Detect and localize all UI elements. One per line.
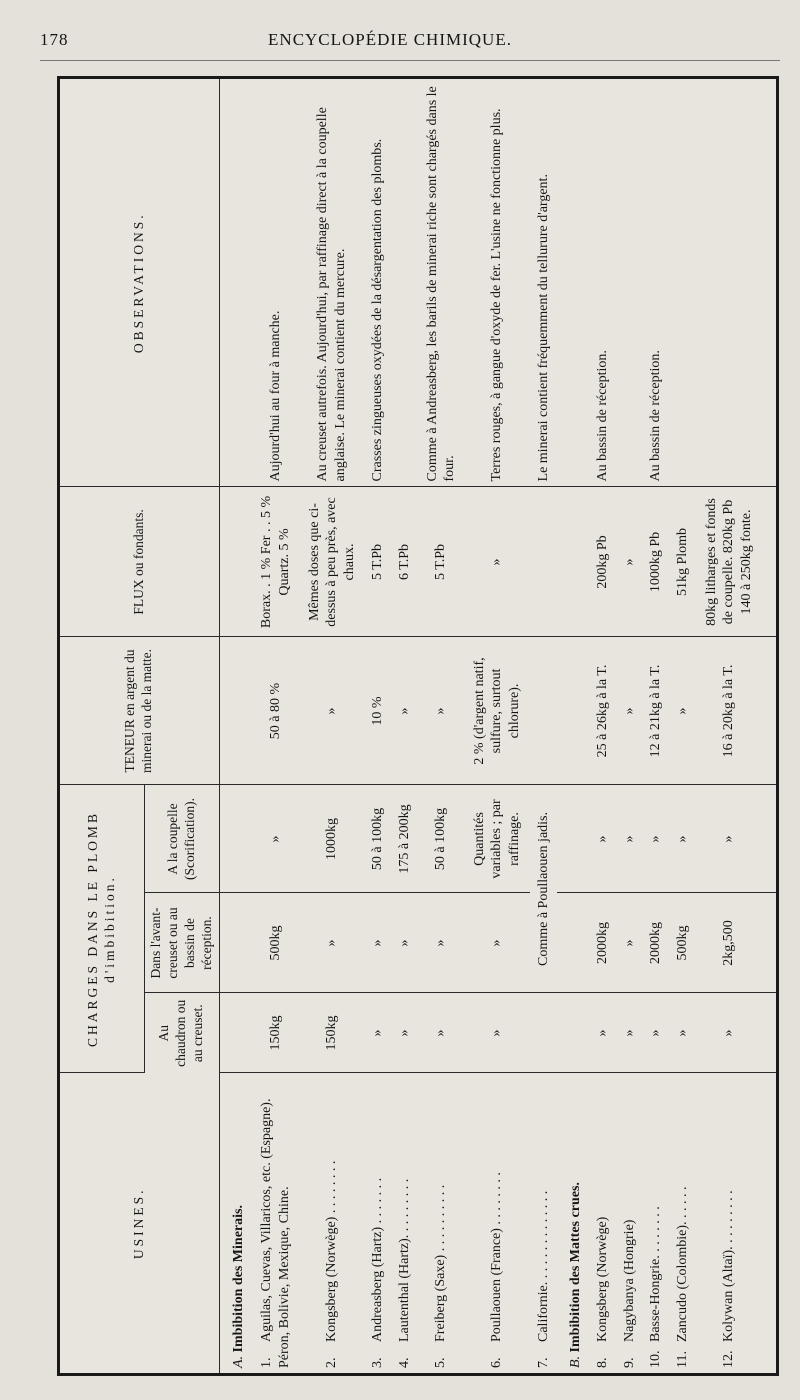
table-row	[391, 79, 418, 1373]
row-usine: Poullaouen (France) . . . . . . . .	[489, 1172, 505, 1342]
row-chaudron: »	[391, 993, 418, 1073]
row-avant: 2000kg	[590, 893, 617, 993]
row-coupelle: 1000kg	[299, 785, 365, 893]
header-usines: USINES.	[60, 1073, 219, 1373]
section-a-cell	[219, 1073, 253, 1373]
row-number: 7.	[535, 1357, 551, 1368]
row-coupelle: 50 à 100kg	[418, 785, 464, 893]
row-flux: »	[464, 487, 530, 637]
row-number: 5.	[433, 1357, 449, 1368]
row-number: 12.	[721, 1350, 737, 1368]
row-teneur: »	[391, 637, 418, 785]
row-usine: Zancudo (Colombie). . . . . .	[674, 1186, 690, 1342]
header-observations: OBSERVATIONS.	[60, 79, 219, 487]
rotated-table-wrapper	[60, 79, 776, 1373]
data-table	[60, 79, 776, 1373]
row-coupelle: »	[590, 785, 617, 893]
row-observations	[669, 79, 696, 487]
row-flux: 80kg litharges et fonds de coupelle. 820kg Pb 140 à 250kg fonte.	[696, 487, 762, 637]
row-number: 10.	[648, 1350, 664, 1368]
row-usine: Aguilas, Cuevas, Villaricos, etc. (Espagne). Péron, Bolivie, Mexique, Chine.	[259, 1098, 292, 1368]
row-teneur: »	[299, 637, 365, 785]
row-usine: Kongsberg (Norwège)	[595, 1216, 611, 1342]
row-observations: Aujourd'hui au four à manche.	[253, 79, 299, 487]
row-avant: »	[616, 893, 643, 993]
row-teneur: 10 %	[365, 637, 392, 785]
row-number: 6.	[489, 1357, 505, 1368]
row-teneur: »	[616, 637, 643, 785]
row-avant: 2kg,500	[696, 893, 762, 993]
header-charges-avant: Dans l'avant-creuset ou au bassin de réception.	[145, 893, 220, 993]
table-row	[616, 79, 643, 1373]
table-row	[365, 79, 392, 1373]
row-coupelle: 50 à 100kg	[365, 785, 392, 893]
row-usine: Basse-Hongrie. . . . . . . .	[648, 1206, 664, 1342]
row-avant: »	[464, 893, 530, 993]
row-avant: »	[365, 893, 392, 993]
row-observations	[391, 79, 418, 487]
row-teneur: »	[669, 637, 696, 785]
row-coupelle: »	[616, 785, 643, 893]
row-flux: »	[616, 487, 643, 637]
table-row	[590, 79, 617, 1373]
row-observations: Le minerai contient fréquemment du tellurure d'argent.	[530, 79, 557, 487]
section-a-letter: A.	[230, 1355, 246, 1368]
row-coupelle: Quantités variables ; par raffinage.	[464, 785, 530, 893]
row-chaudron: »	[418, 993, 464, 1073]
head-rule	[40, 60, 780, 61]
spacer-row	[762, 79, 776, 1373]
row-usine: Freiberg (Saxe) . . . . . . . . . .	[433, 1184, 449, 1342]
row-chaudron	[530, 993, 557, 1073]
row-teneur: 12 à 21kg à la T.	[643, 637, 670, 785]
table-row	[643, 79, 670, 1373]
row-number: 3.	[370, 1357, 386, 1368]
row-flux: 6 T.Pb	[391, 487, 418, 637]
row-chaudron: »	[643, 993, 670, 1073]
row-avant: »	[391, 893, 418, 993]
row-observations: Comme à Andreasberg, les barils de minerai riche sont chargés dans le four.	[418, 79, 464, 487]
section-b-letter: B.	[568, 1355, 583, 1368]
header-charges-coupelle: A la coupelle (Scorification).	[145, 785, 220, 893]
row-teneur: »	[418, 637, 464, 785]
section-row	[219, 79, 253, 1373]
row-flux: 51kg Plomb	[669, 487, 696, 637]
row-flux: 5 T.Pb	[418, 487, 464, 637]
row-avant: Comme à Poullaouen jadis.	[530, 785, 557, 993]
row-chaudron: »	[590, 993, 617, 1073]
row-teneur: 25 à 26kg à la T.	[590, 637, 617, 785]
row-chaudron: 150kg	[299, 993, 365, 1073]
row-observations	[616, 79, 643, 487]
row-usine: Kolywan (Altaï). . . . . . . . .	[721, 1190, 737, 1342]
running-title: ENCYCLOPÉDIE CHIMIQUE.	[268, 30, 512, 49]
row-teneur: 16 à 20kg à la T.	[696, 637, 762, 785]
row-avant: 500kg	[669, 893, 696, 993]
section-a-label: Imbibition des Minerais.	[230, 1205, 246, 1353]
table-row	[696, 79, 762, 1373]
row-flux: Mêmes doses que ci-dessus à peu près, avec chaux.	[299, 487, 365, 637]
row-flux: Borax. . 1 % Fer . . 5 % Quartz. 5 %	[253, 487, 299, 637]
row-chaudron: »	[696, 993, 762, 1073]
section-row	[557, 79, 590, 1373]
row-number: 1.	[259, 1357, 275, 1368]
row-number: 2.	[324, 1357, 340, 1368]
row-number: 11.	[674, 1351, 690, 1368]
row-avant: 2000kg	[643, 893, 670, 993]
table-row	[530, 79, 557, 1373]
row-chaudron: »	[464, 993, 530, 1073]
row-coupelle: 175 à 200kg	[391, 785, 418, 893]
row-coupelle: »	[253, 785, 299, 893]
table-row	[464, 79, 530, 1373]
table-row	[669, 79, 696, 1373]
row-flux: 200kg Pb	[590, 487, 617, 637]
running-head	[40, 30, 740, 56]
table-row	[253, 79, 299, 1373]
row-avant: »	[418, 893, 464, 993]
row-usine: Andreasberg (Hartz) . . . . . . .	[370, 1177, 386, 1342]
row-observations: Au creuset autrefois. Aujourd'hui, par raffinage direct à la coupelle anglaise. Le minerai contient du mercure.	[299, 79, 365, 487]
row-flux	[530, 487, 557, 637]
row-observations	[696, 79, 762, 487]
row-coupelle: »	[643, 785, 670, 893]
table-row	[299, 79, 365, 1373]
header-charges-chaudron: Au chaudron ou au creuset.	[145, 993, 220, 1073]
row-flux: 1000kg Pb	[643, 487, 670, 637]
row-teneur: 50 à 80 %	[253, 637, 299, 785]
header-flux: FLUX ou fondants.	[60, 487, 219, 637]
row-avant: 500kg	[253, 893, 299, 993]
row-teneur	[530, 637, 557, 785]
row-coupelle: »	[669, 785, 696, 893]
section-b-cell	[557, 1073, 590, 1373]
row-usine: Lautenthal (Hartz). . . . . . . . .	[396, 1178, 412, 1342]
row-usine: Californie. . . . . . . . . . . . . .	[535, 1190, 551, 1342]
header-charges: CHARGES DANS LE PLOMB d'imbibition.	[60, 785, 145, 1073]
row-teneur: 2 % (d'argent natif, sulfure, surtout chlorure).	[464, 637, 530, 785]
row-chaudron: »	[616, 993, 643, 1073]
row-number: 8.	[595, 1357, 611, 1368]
row-observations: Terres rouges, à gangue d'oxyde de fer. L'usine ne fonctionne plus.	[464, 79, 530, 487]
row-coupelle: »	[696, 785, 762, 893]
row-chaudron: »	[669, 993, 696, 1073]
row-usine: Nagybanya (Hongrie)	[621, 1219, 637, 1342]
row-observations: Au bassin de réception.	[643, 79, 670, 487]
row-usine: Kongsberg (Norwège) . . . . . . . .	[324, 1160, 340, 1342]
row-number: 4.	[396, 1357, 412, 1368]
row-observations: Au bassin de réception.	[590, 79, 617, 487]
row-chaudron: »	[365, 993, 392, 1073]
row-number: 9.	[621, 1357, 637, 1368]
table-row	[418, 79, 464, 1373]
page-number: 178	[40, 30, 69, 49]
row-avant: »	[299, 893, 365, 993]
row-chaudron: 150kg	[253, 993, 299, 1073]
section-b-label: Imbibition des Mattes crues.	[568, 1182, 583, 1353]
table-frame	[57, 76, 779, 1376]
row-flux: 5 T.Pb	[365, 487, 392, 637]
row-observations: Crasses zingueuses oxydées de la désargentation des plombs.	[365, 79, 392, 487]
header-teneur: TENEUR en argent du minerai ou de la matte.	[60, 637, 219, 785]
